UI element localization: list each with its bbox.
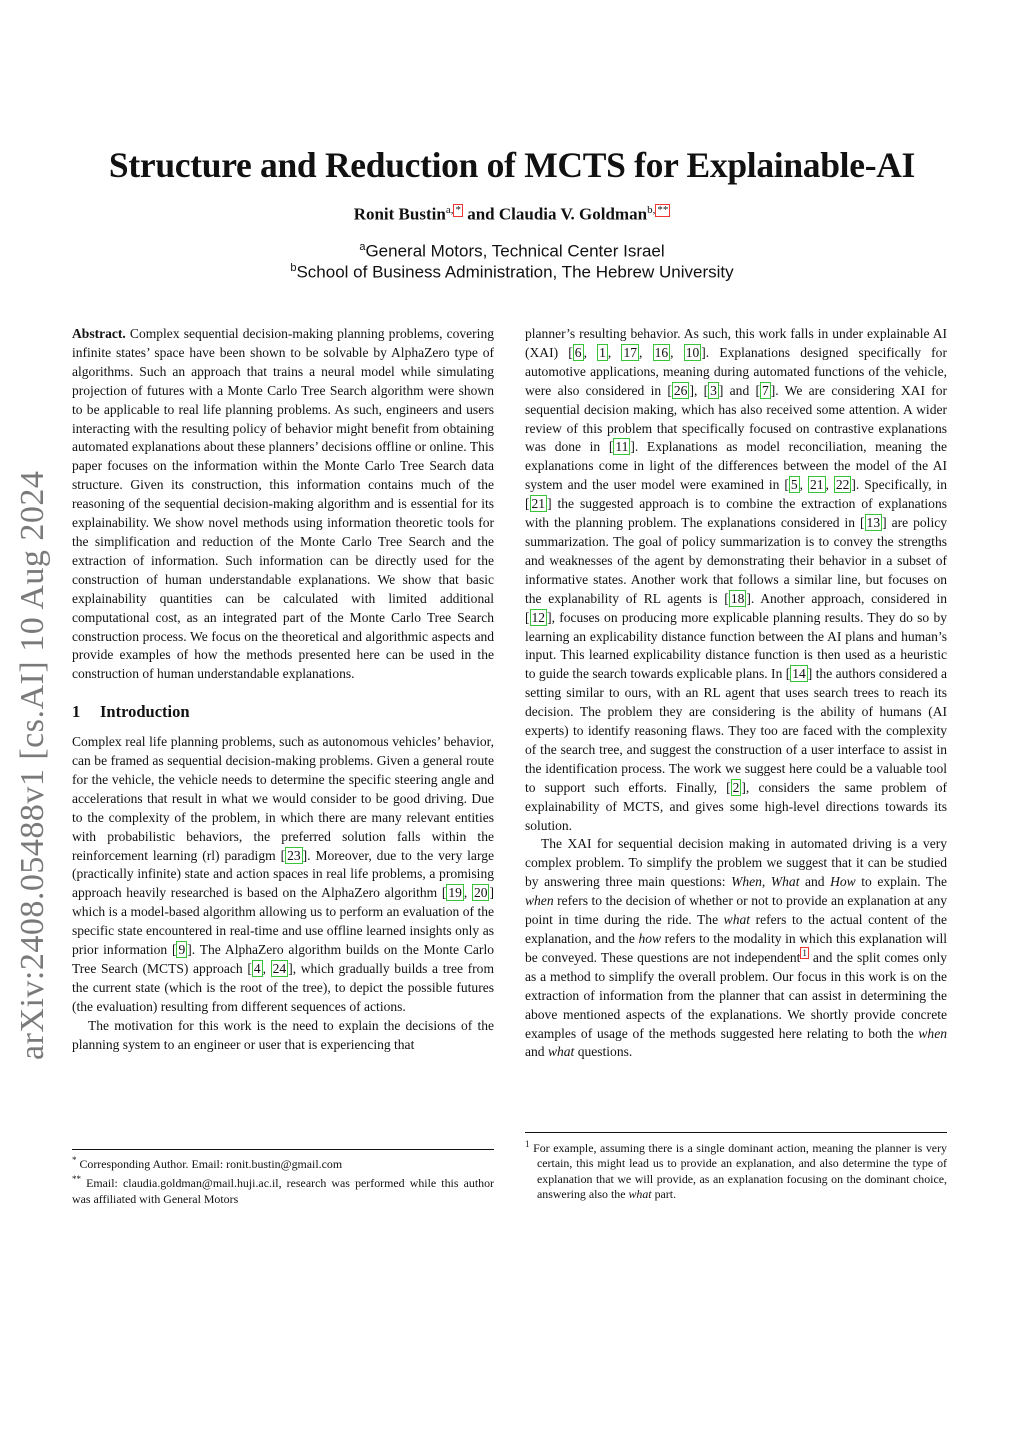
text-run: when (525, 893, 554, 909)
citation-link[interactable]: 20 (473, 885, 488, 901)
footnote-text: what (628, 1187, 652, 1202)
text-run: , (607, 344, 622, 360)
citation-link[interactable]: 26 (673, 382, 688, 398)
citation-link[interactable]: 6 (574, 344, 582, 360)
text-run: , (670, 344, 684, 360)
citation-link[interactable]: 24 (272, 961, 287, 976)
section-title: Introduction (100, 702, 190, 722)
author-line (0, 204, 1024, 225)
text-run: and (799, 874, 831, 890)
intro-paragraph: The motivation for this work is the need to explain the decisions of the planning system to an engineer or user that is experiencing that (72, 1017, 494, 1052)
citation-link[interactable]: 21 (809, 477, 824, 493)
paper-title: Structure and Reduction of MCTS for Explainable-AI (108, 145, 916, 185)
author-footnote-link[interactable]: * (455, 204, 461, 216)
citation-link[interactable]: 23 (287, 847, 301, 863)
citation-link[interactable]: 18 (730, 590, 745, 606)
affiliation-sup: b (290, 262, 297, 274)
text-run: , (825, 477, 834, 493)
text-run: ] and [ (718, 382, 760, 398)
citation-link[interactable]: 16 (654, 344, 669, 360)
text-run: How (830, 874, 856, 890)
abstract (72, 325, 494, 684)
right-footnote (525, 1137, 947, 1203)
citation-link[interactable]: 3 (710, 382, 717, 398)
text-run: , (761, 874, 771, 890)
citation-link[interactable]: 11 (615, 439, 629, 455)
text-run: ], [ (689, 382, 709, 398)
footnote-text: part. (651, 1187, 677, 1202)
text-run: ]. Explanations designed specifically for automotive applications, meaning during automated functions of the vehicle, were also considered in [ (525, 344, 947, 398)
text-run: , (463, 885, 472, 901)
text-run: and the split comes only as a method to simplify the overall problem. Our focus in this work is on the extraction of information from the planner that can assist in determining the above mentioned aspects of the explanations. We shortly provide concrete examples of usage of the methods suggested here relating to both the (525, 949, 948, 1041)
author-footnote-link[interactable]: ** (657, 204, 669, 216)
left-column (72, 325, 494, 1055)
text-run: ]. Explanations as model reconciliation, meaning the explanations come in light of the differences between the model of the AI system and the user model were examined in [ (525, 439, 947, 493)
text-run: refers to the actual content of the explanation, and the (525, 912, 947, 946)
footnote-mark: * (72, 1155, 77, 1165)
body-paragraph (525, 325, 947, 835)
intro-paragraph (72, 733, 494, 1017)
section-heading (72, 703, 494, 722)
footnote (72, 1153, 494, 1172)
footnote-mark: 1 (525, 1139, 530, 1149)
author-affil-sup: a, (445, 204, 454, 216)
text-run: What (770, 874, 800, 890)
text-run: , (639, 344, 653, 360)
text-run: ], which gradually builds a tree from the current state (which is the root of the tree), to depict the possible futures (the evaluation) resulting from different sequences of actions. (72, 961, 494, 1014)
text-run: ]. Specifically, in [ (525, 477, 947, 512)
citation-link[interactable]: 13 (866, 515, 881, 531)
citation-link[interactable]: 2 (732, 779, 740, 795)
text-run: questions. (574, 1044, 633, 1060)
footnote-text: Corresponding Author. Email: ronit.bustin@gmail.com (76, 1156, 343, 1171)
text-run: ]. We are considering XAI for sequential decision making, which has also received some attention. A wider review of this problem that specifically focused on contrastive explanations was done in [ (525, 382, 948, 455)
abstract-text: Complex sequential decision-making planning problems, covering infinite states’ space have been shown to be solvable by AlphaZero type of algorithms. Such an approach that trains a neural model while simulating projection of futures with a Monte Carlo Tree Search algorithm were shown to be applicable to real life planning problems. As such, engineers and users interacting with the resulting policy of behavior might benefit from obtaining automated explanations about these planners’ decisions offline or online. This paper focuses on the information within the Monte Carlo Tree Search data structure. Given its construction, this information contains much of the reasoning of the sequential decision-making algorithm and is essential for its explainability. We show novel methods using information theoretic tools for the simplification and reduction of the Monte Carlo Tree Search and the extraction of information. Such information can be directly used for the construction of human understandable explanations. We show that basic explainability quantities can be calculated with limited additional computational cost, as an integrated part of the Monte Carlo Tree Search construction process. We focus on the theoretical and algorithmic aspects and provide examples of how the methods presented here can be used in the construction of human understandable explanations. (72, 326, 494, 682)
citation-link[interactable]: 1 (599, 344, 606, 360)
text-run: , (799, 477, 808, 493)
affiliation-sup: a (359, 241, 366, 253)
text-run: planner’s resulting behavior. As such, this work falls in under explainable AI (XAI) [ (525, 326, 947, 360)
text-run: ] which is a model-based algorithm allowing us to perform an evaluation of the specific state encountered in real-time and use offline learned insights only as prior information [ (72, 885, 494, 958)
footnote-text: For example, assuming there is a single dominant action, meaning the planner is very certain, this might lead us to provide an explanation, and also determine the type of explanation that we will provide, as an explanation focusing on the dominant choice, answering also the (529, 1140, 947, 1202)
text-run: ], focuses on producing more explicable planning results. They do so by learning an explicability distance function between the AI plans and human’s input. This learned explicability distance function is then used as a heuristic to guide the search towards explicable plans. In [ (525, 609, 947, 682)
text-run: , (262, 961, 271, 976)
author-name: Claudia V. Goldman (498, 204, 648, 224)
citation-link[interactable]: 17 (623, 344, 638, 360)
citation-link[interactable]: 22 (835, 477, 850, 493)
citation-link[interactable]: 9 (178, 942, 186, 958)
citation-link[interactable]: 4 (253, 961, 261, 976)
left-footnotes (72, 1153, 494, 1207)
text-run: refers to the decision of whether or not to provide an explanation at any point in time during the ride. The (525, 893, 947, 928)
abstract-label: Abstract. (72, 326, 126, 341)
text-run: when (918, 1025, 947, 1041)
section-number: 1 (72, 702, 81, 722)
right-column (525, 325, 947, 1062)
footnote-rule (72, 1149, 494, 1150)
citation-link[interactable]: 19 (448, 885, 462, 901)
citation-link[interactable]: 21 (531, 496, 546, 512)
footnote-mark: ** (72, 1174, 81, 1185)
text-run: refers to the modality in which this explanation will be conveyed. These questions are not independent (525, 931, 947, 965)
citation-link[interactable]: 12 (531, 609, 546, 625)
footnote-rule (525, 1132, 947, 1133)
text-run: ] the suggested approach is to combine the extraction of explanations with the planning problem. The explanations considered in [ (525, 496, 947, 531)
text-run: Complex real life planning problems, such as autonomous vehicles’ behavior, can be framed as sequential decision-making problems. Given a general route for the vehicle, the vehicle needs to determine the specific steering angle and accelerations that result in what we would consider to be good driving. Due to the complexity of the problem, in which there are many relevant entities with probabilistic behaviors, the preferred solution falls within the reinforcement learning (rl) paradigm [ (72, 734, 494, 863)
citation-link[interactable]: 5 (790, 477, 798, 493)
text-run: ], considers the same problem of explainability of MCTS, and gives some high-level directions towards its solution. (525, 779, 947, 833)
affiliation-text: General Motors, Technical Center Israel (365, 241, 665, 261)
text-run: ] the authors considered a setting similar to ours, with an RL agent that uses search trees to reach its decision. The problem they are considering is the ability of humans (AI experts) to identify reasoning flaws. They too are faced with the complexity of the search tree, and suggest the construction of a user interface to assist in the identification process. The work we suggest here could be a valuable tool to support such efforts. Finally, [ (525, 666, 947, 795)
affiliation (0, 241, 1024, 262)
text-run: what (547, 1044, 575, 1060)
text-run: When (731, 874, 762, 890)
citation-link[interactable]: 7 (761, 382, 769, 398)
footnote-text: Email: claudia.goldman@mail.huji.ac.il, research was performed while this author was affiliated with General Motors (72, 1176, 494, 1206)
text-run: how (638, 931, 662, 946)
author-name: Ronit Bustin (353, 204, 446, 224)
text-run: and (525, 1044, 548, 1060)
text-run: to explain. The (855, 874, 947, 890)
affiliation (0, 262, 1024, 283)
footnote (72, 1172, 494, 1207)
text-run: what (723, 912, 751, 928)
author-affil-sup: b, (647, 204, 656, 216)
text-run: ]. Another approach, considered in [ (525, 590, 948, 625)
arxiv-side-stamp: arXiv:2408.05488v1 [cs.AI] 10 Aug 2024 (14, 470, 51, 1060)
text-run: ] are policy summarization. The goal of policy summarization is to convey the strengths and weaknesses of the agent by demonstrating their behavior in a subset of informative states. Another work that follows a similar line, but focuses on the explanability of RL agents is [ (525, 515, 947, 606)
text-run: The XAI for sequential decision making in automated driving is a very complex problem. To simplify the problem we suggest that it can be studied by answering three main questions: (525, 836, 947, 890)
footnote-ref-link[interactable]: 1 (802, 948, 807, 959)
text-run: ]. Moreover, due to the very large (practically infinite) state and action spaces in real life problems, a promising approach heavily researched is based on the AlphaZero algorithm [ (72, 847, 494, 901)
body-paragraph (525, 835, 947, 1062)
author-conjunction: and (462, 204, 499, 224)
citation-link[interactable]: 10 (685, 344, 700, 360)
text-run: , (583, 344, 598, 360)
footnote (525, 1137, 947, 1203)
citation-link[interactable]: 14 (792, 666, 806, 682)
text-run: ]. The AlphaZero algorithm builds on the Monte Carlo Tree Search (MCTS) approach [ (72, 942, 494, 976)
affiliation-text: School of Business Administration, The Hebrew University (296, 262, 734, 282)
